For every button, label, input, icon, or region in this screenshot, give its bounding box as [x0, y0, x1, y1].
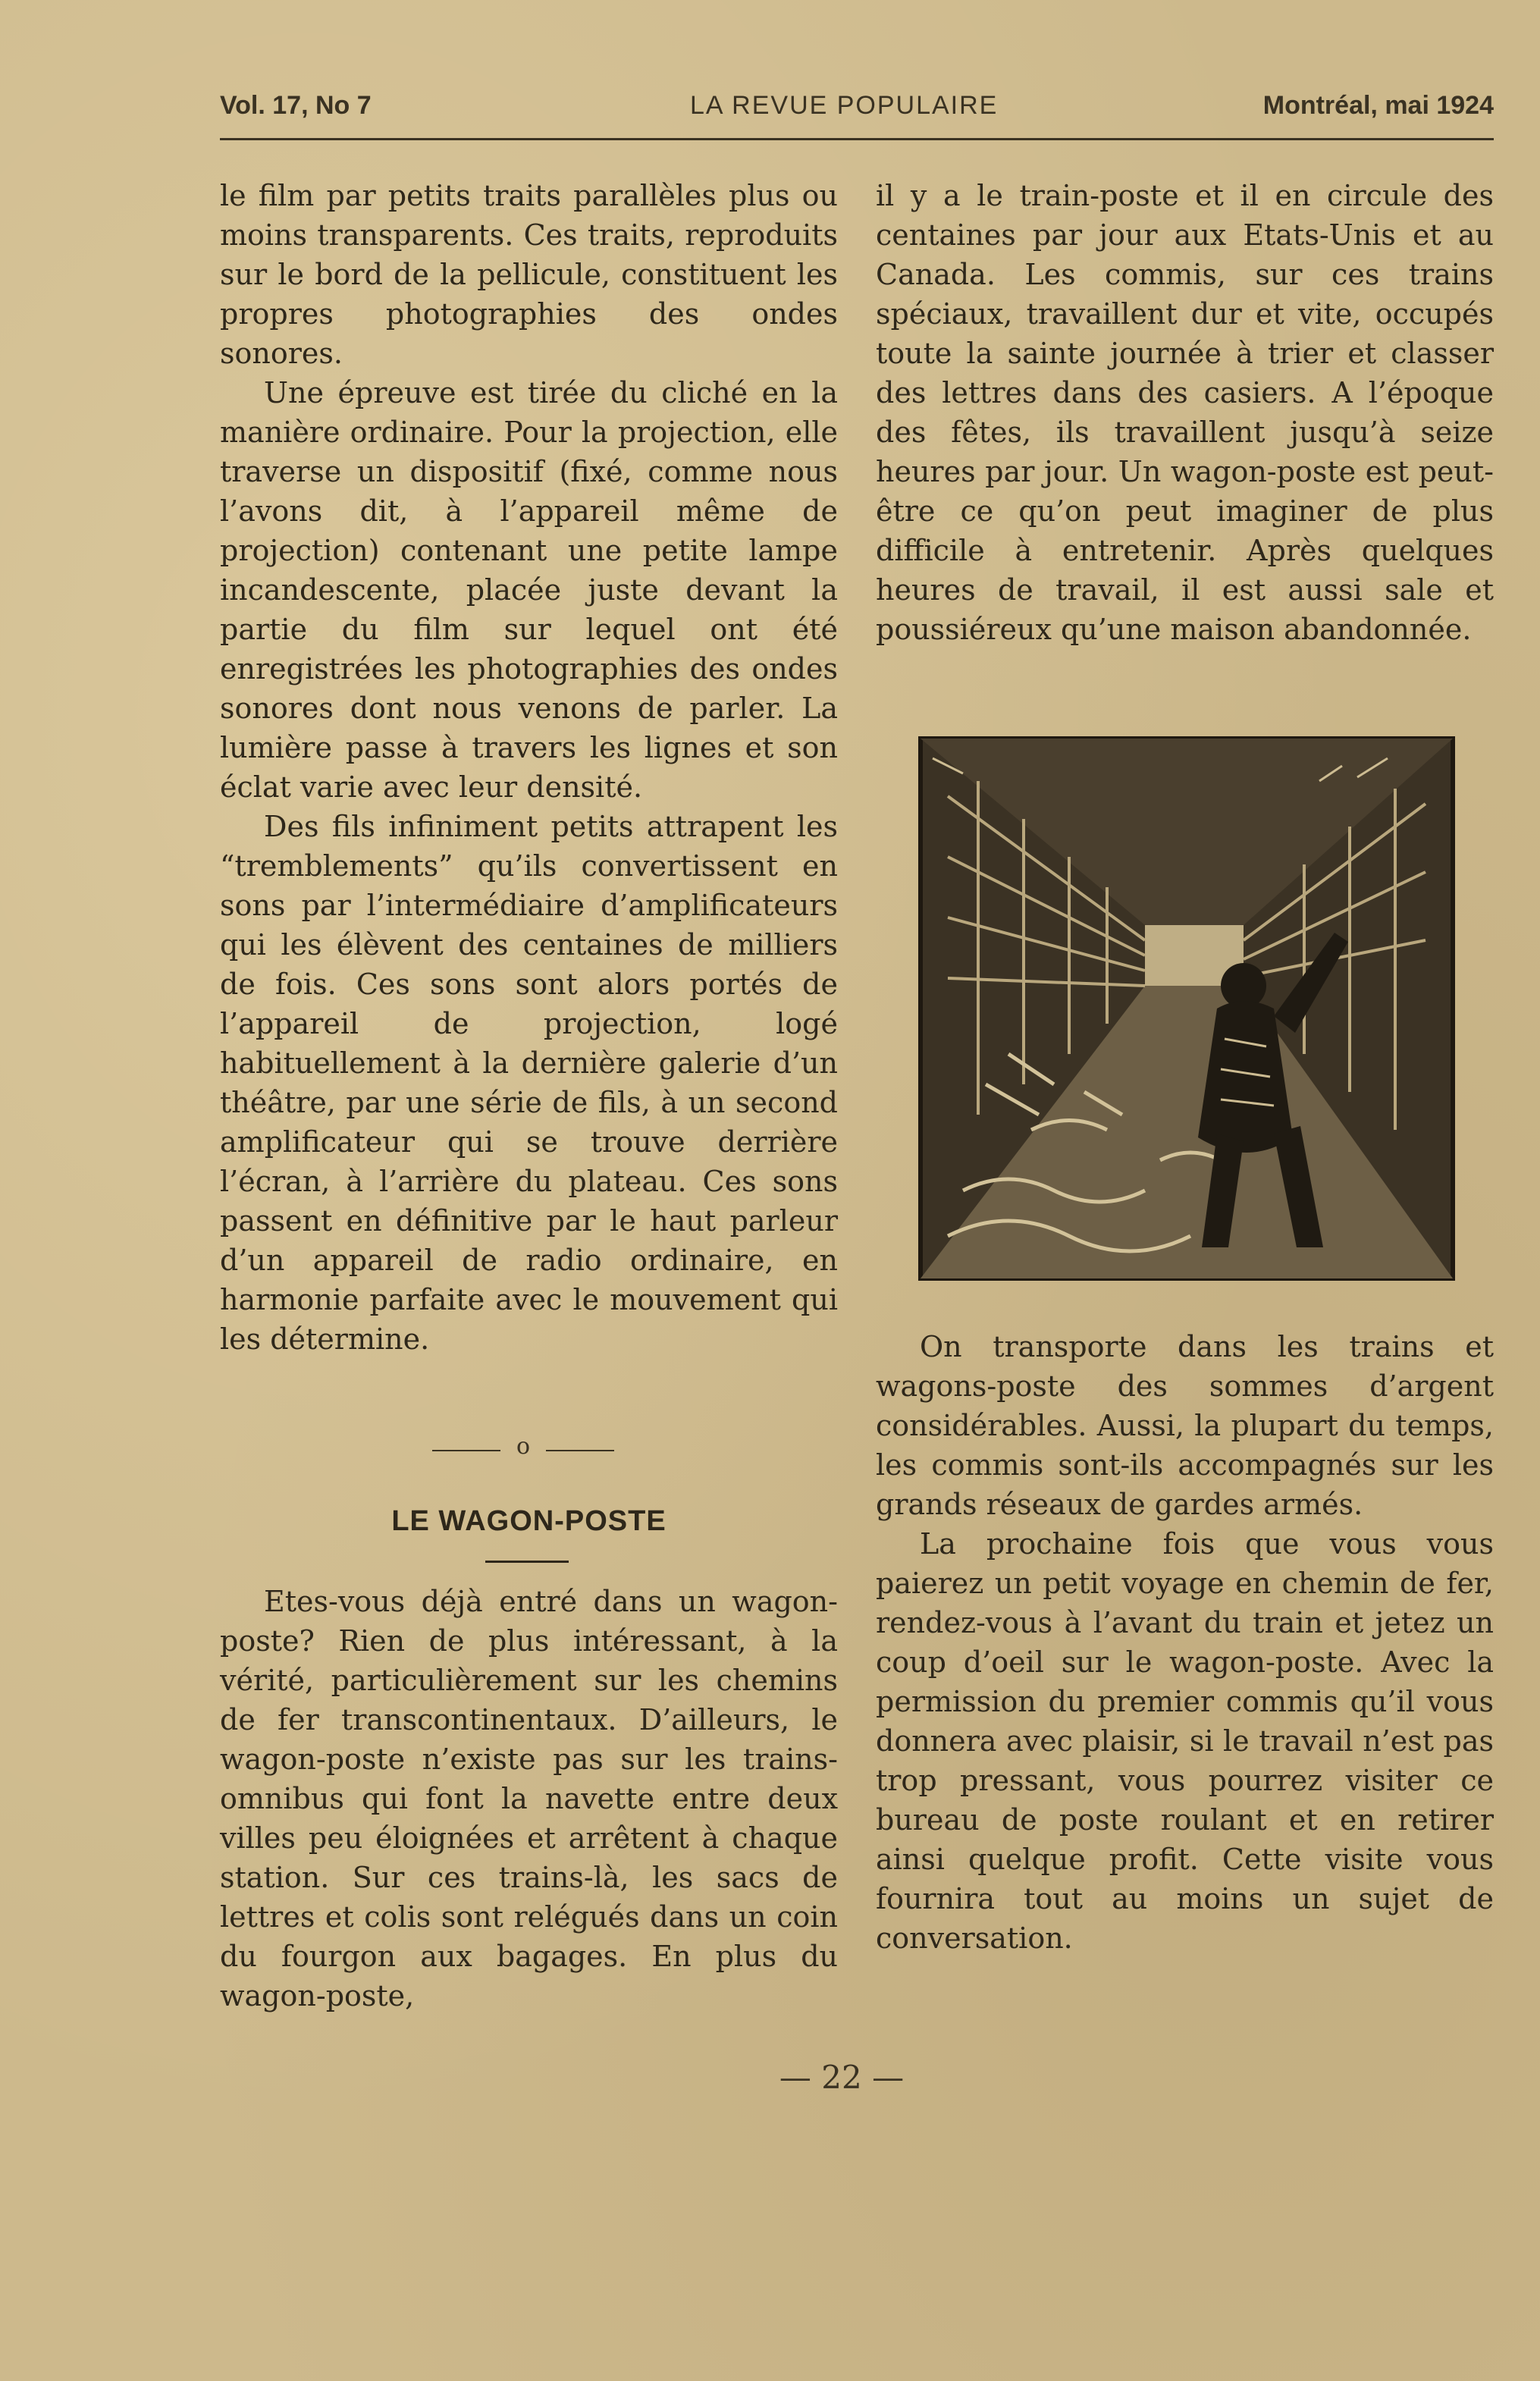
separator-line: [546, 1450, 614, 1451]
right-column-top: [876, 176, 1494, 649]
page-number: — 22 —: [779, 2059, 905, 2096]
paragraph: le film par petits traits parallèles plus ou moins transparents. Ces traits, reproduits sur le bord de la pellicule, constituent les propres photographies des ondes sonores.: [220, 179, 838, 370]
right-column-bottom: [876, 1327, 1494, 1958]
header-rule: [220, 138, 1494, 140]
paragraph: il y a le train-poste et il en circule des centaines par jour aux Etats-Unis et au Canada. Les commis, sur ces trains spéciaux, travaillent dur et vite, occupés toute la sainte journée à trier et classer des lettres dans des casiers. A l’époque des fêtes, ils travaillent jusqu’à seize heures par jour. Un wagon-poste est peut-être ce qu’on peut imaginer de plus difficile à entretenir. Après quelques heures de travail, il est aussi sale et poussiéreux qu’une maison abandonnée.: [876, 179, 1494, 646]
paragraph: Une épreuve est tirée du cliché en la manière ordinaire. Pour la projection, elle traverse un dispositif (fixé, comme nous l’avons dit, à l’appareil même de projection) contenant une petite lampe incandescente, placée juste devant la partie du film sur lequel ont été enregistrées les photographies des ondes sonores dont nous venons de parler. La lumière passe à travers les lignes et son éclat varie avec leur densité.: [220, 376, 838, 804]
paragraph: Des fils infiniment petits attrapent les “tremblements” qu’ils convertissent en sons par l’intermédiaire d’amplificateurs qui les élèvent des centaines de milliers de fois. Ces sons sont alors portés de l’appareil de projection, logé habituellement à la dernière galerie d’un théâtre, par une série de fils, à un second amplificateur qui se trouve derrière l’écran, à l’arrière du plateau. Ces sons passent en définitive par le haut parleur d’un appareil de radio ordinaire, en harmonie parfaite avec le mouvement qui les détermine.: [220, 810, 838, 1356]
section-separator: [432, 1433, 614, 1463]
mail-car-woodcut-illustration: [917, 736, 1456, 1281]
volume-issue: Vol. 17, No 7: [220, 91, 372, 120]
left-column-bottom: [220, 1582, 838, 2016]
left-column-top: [220, 176, 838, 1359]
separator-mark: o: [516, 1433, 531, 1460]
paragraph: On transporte dans les trains et wagons-poste des sommes d’argent considérables. Aussi, la plupart du temps, les commis sont-ils accompagnés sur les grands réseaux de gardes armés.: [876, 1330, 1494, 1521]
paragraph: Etes-vous déjà entré dans un wagon-poste? Rien de plus intéressant, à la vérité, particulièrement sur les chemins de fer transcontinentaux. D’ailleurs, le wagon-poste n’existe pas sur les trains-omnibus qui font la navette entre deux villes peu éloignées et arrêtent à chaque station. Sur ces trains-là, les sacs de lettres et colis sont relégués dans un coin du fourgon aux bagages. En plus du wagon-poste,: [220, 1585, 838, 2012]
section-title-rule: [485, 1561, 569, 1563]
magazine-title: LA REVUE POPULAIRE: [690, 91, 999, 120]
separator-line: [432, 1450, 500, 1451]
section-title: LE WAGON-POSTE: [391, 1505, 666, 1537]
paragraph: La prochaine fois que vous vous paierez un petit voyage en chemin de fer, rendez-vous à l’avant du train et jetez un coup d’oeil sur le wagon-poste. Avec la permission du premier commis qu’il vous donnera avec plaisir, si le travail n’est pas trop pressant, vous pourrez visiter ce bureau de poste roulant et en retirer ainsi quelque profit. Cette visite vous fournira tout au moins un sujet de conversation.: [876, 1527, 1494, 1955]
running-header: [220, 91, 1494, 136]
place-date: Montréal, mai 1924: [1262, 91, 1494, 120]
